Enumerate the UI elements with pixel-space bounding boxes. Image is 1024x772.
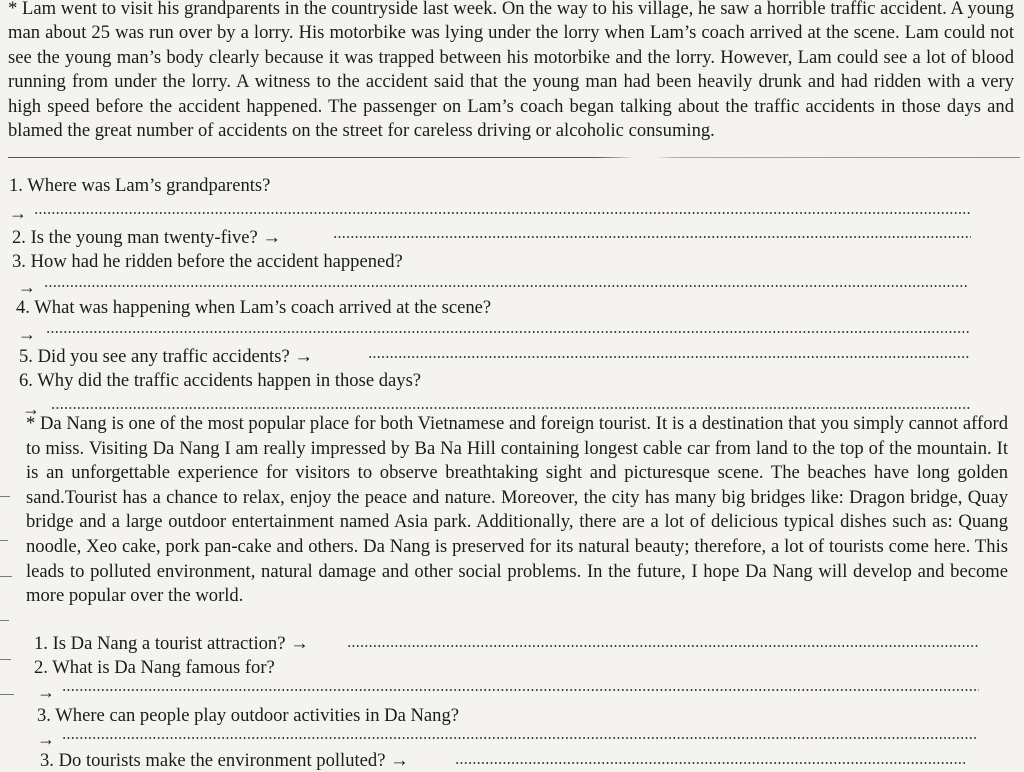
margin-mark — [0, 694, 14, 695]
question-1-4: 4. What was happening when Lam’s coach arrived at the scene? — [16, 297, 492, 318]
answer-arrow-1-4: → — [18, 324, 36, 344]
answer-arrow-2-2: → — [37, 682, 55, 702]
answer-arrow-1-1: → — [9, 203, 27, 223]
answer-line-1-1[interactable] — [34, 212, 971, 214]
reading-passage-1: * Lam went to visit his grandparents in the countryside last week. On the way to his village, he saw a horrible traffic accident. A young man about 25 was run over by a lorry. His motorbike was lying under the lorry when Lam’s coach arrived at the scene. Lam could not see the young man’s body clearly because it was trapped between his motorbike and the lorry. However, Lam could see a lot of blood running from under the lorry. A witness to the accident said that the young man had been heavily drunk and had ridden with a very high speed before the accident happened. The passenger on Lam’s coach began talking about the traffic accidents in those days and blamed the great number of accidents on the street for careless driving or alcoholic consuming. — [8, 0, 1014, 142]
answer-line-1-4[interactable] — [46, 331, 969, 333]
answer-line-2-4[interactable] — [455, 762, 965, 764]
margin-mark — [0, 620, 9, 621]
answer-line-2-3[interactable] — [62, 737, 977, 739]
question-1-6: 6. Why did the traffic accidents happen in those days? — [19, 370, 422, 391]
margin-mark — [0, 576, 12, 577]
answer-arrow-1-3: → — [18, 277, 36, 297]
strike-through-line — [8, 157, 1020, 158]
question-1-1: 1. Where was Lam’s grandparents? — [9, 175, 271, 196]
answer-arrow-1-6: → — [22, 399, 40, 419]
answer-line-1-3[interactable] — [44, 285, 969, 287]
reading-passage-2: * Da Nang is one of the most popular place for both Vietnamese and foreign tourist. It is a destination that you simply cannot afford to miss. Visiting Da Nang I am really impressed by Ba Na Hill containing longest cable car from land to the top of the mountain. It is an unforgettable experience for visitors to observe breathtaking sight and picturesque scene. The beaches have long golden sand.Tourist has a chance to relax, enjoy the peace and nature. Moreover, the city has many big bridges like: Dragon bridge, Quay bridge and a large outdoor entertainment named Asia park. Additionally, there are a lot of delicious typical dishes such as: Quang noodle, Xeo cake, pork pan-cake and others. Da Nang is preserved for its natural beauty; therefore, a lot of tourists come here. This leads to polluted environment, natural damage and other social problems. In the future, I hope Da Nang will develop and become more popular over the world. — [26, 413, 1008, 607]
question-1-5: 5. Did you see any traffic accidents? → — [19, 346, 313, 367]
margin-mark — [0, 540, 8, 541]
answer-line-1-2[interactable] — [333, 236, 971, 238]
question-1-2: 2. Is the young man twenty-five? → — [12, 227, 282, 248]
answer-line-1-5[interactable] — [368, 356, 969, 358]
question-2-4: 3. Do tourists make the environment polluted? → — [40, 750, 409, 771]
margin-mark — [0, 659, 11, 660]
question-2-1: 1. Is Da Nang a tourist attraction? → — [34, 633, 309, 654]
question-2-3: 3. Where can people play outdoor activities in Da Nang? — [37, 705, 459, 726]
answer-line-1-6[interactable] — [51, 407, 971, 409]
margin-mark — [0, 496, 10, 497]
answer-line-2-1[interactable] — [347, 645, 979, 647]
question-1-3: 3. How had he ridden before the accident happened? — [12, 251, 403, 272]
answer-line-2-2[interactable] — [62, 689, 979, 691]
answer-arrow-2-3: → — [37, 729, 55, 749]
question-2-2: 2. What is Da Nang famous for? — [34, 657, 275, 678]
